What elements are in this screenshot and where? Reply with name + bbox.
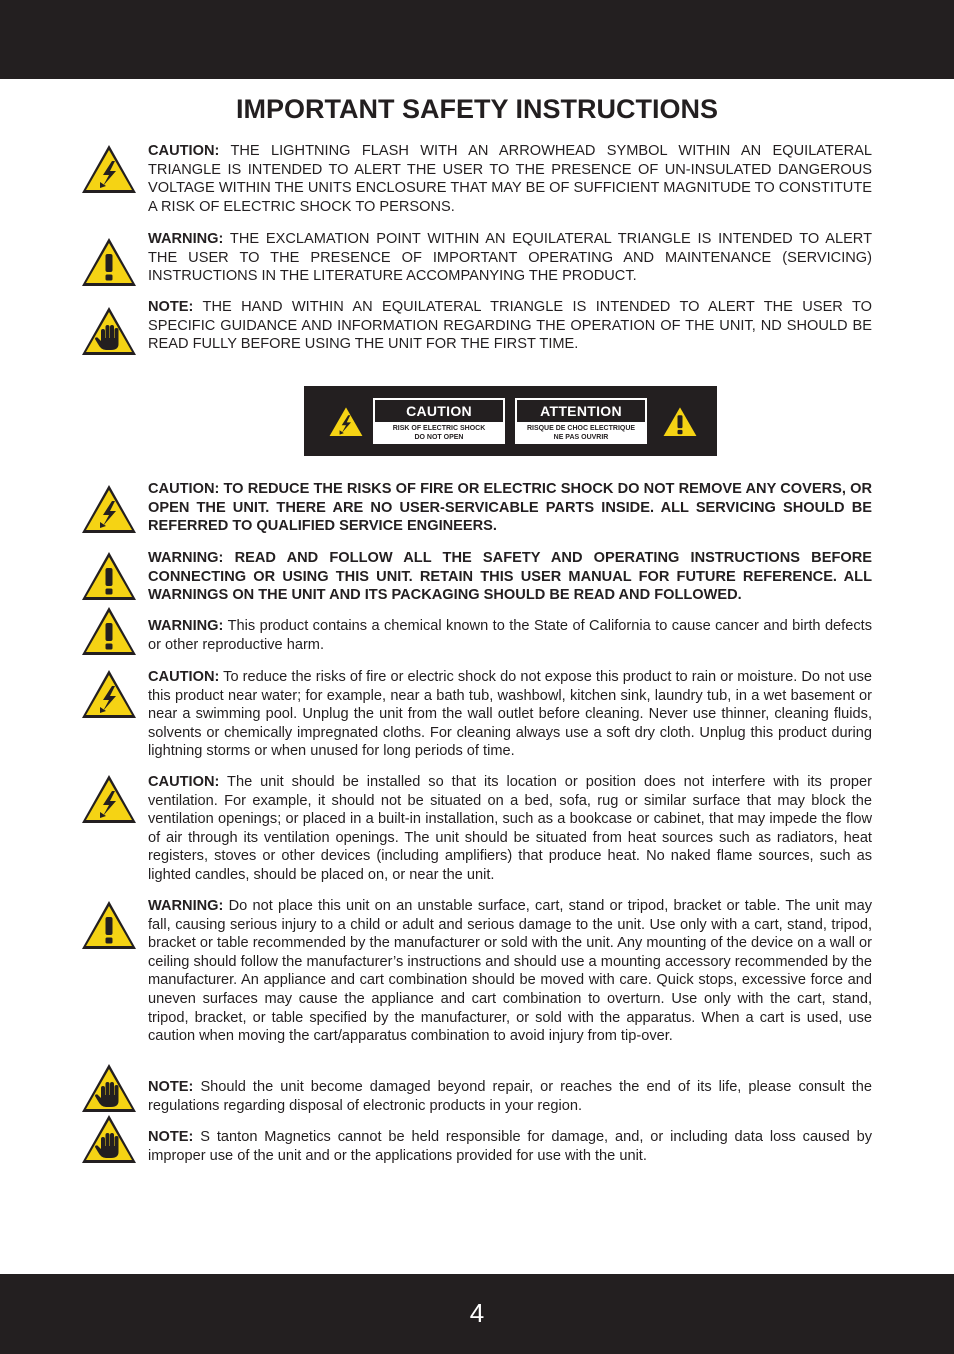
lightning-icon	[81, 484, 137, 534]
caution-label-heading: CAUTION	[375, 400, 503, 422]
paragraph-lead: CAUTION:	[148, 669, 220, 685]
lightning-icon	[81, 774, 137, 824]
note-disposal-paragraph	[148, 1078, 872, 1115]
hand-icon	[81, 1063, 137, 1113]
lightning-icon	[326, 402, 366, 440]
paragraph-lead: WARNING:	[148, 231, 224, 247]
caution-moisture-paragraph	[148, 668, 872, 761]
paragraph-body: The unit should be installed so that its location or position does not interfere with its proper ventilation. For example, it should not be situated on a bed, sofa, rug or similar surface that may block the ventilation openings; or placed in a built-in installation, such as a bookcase or cabinet, that may impede the flow of air through its ventilation openings. The unit should be situated from heat sources such as radiators, heat registers, stoves or other devices (including amplifiers) that produce heat. No naked flame sources, such as lighted candles, should be placed on, or near the unit.	[148, 774, 872, 883]
paragraph-body: Do not place this unit on an unstable surface, cart, stand or tripod, bracket or table. The unit may fall, causing serious injury to a child or adult and serious damage to the unit. Use only with a cart, stand, tripod, bracket or table recommended by the manufacturer or sold with the unit. Any mounting of the device on a wall or ceiling should follow the manufacturer’s instructions and should use a mounting accessory recommended by the manufacturer. An appliance and cart combination should be moved with care. Quick stops, excessive force and uneven surfaces may cause the appliance and cart combination to overturn. Use only with the cart, stand, tripod, bracket, or table specified by the manufacturer, or sold with the apparatus. When a cart is used, use caution when moving the cart/apparatus combination to avoid injury from tip-over.	[148, 898, 872, 1045]
paragraph-body: Should the unit become damaged beyond repair, or reaches the end of its life, please consult the regulations regarding disposal of electronic products in your region.	[148, 1079, 872, 1114]
page-number: 4	[469, 1298, 485, 1328]
hand-icon	[81, 1114, 137, 1164]
exclamation-icon	[81, 237, 137, 287]
paragraph-lead: WARNING:	[148, 898, 224, 914]
attention-label-heading: ATTENTION	[517, 400, 645, 422]
attention-label-box	[515, 398, 647, 444]
paragraph-lead: NOTE:	[148, 299, 194, 315]
warning-exclamation-symbol-paragraph	[148, 230, 872, 286]
paragraph-lead: CAUTION:	[148, 774, 220, 790]
warning-california-paragraph	[148, 617, 872, 654]
paragraph-body: THE HAND WITHIN AN EQUILATERAL TRIANGLE IS INTENDED TO ALERT THE USER TO SPECIFIC GUIDANCE AND INFORMATION REGARDING THE OPERATION OF THE UNIT, ND SHOULD BE READ FULLY BEFORE USING THE UNIT FOR THE FIRST TIME.	[148, 299, 872, 353]
page-title: IMPORTANT SAFETY INSTRUCTIONS	[235, 94, 718, 124]
caution-label-line: RISK OF ELECTRIC SHOCK	[392, 425, 486, 432]
paragraph-lead: NOTE:	[148, 1079, 194, 1095]
attention-label-line: NE PAS OUVRIR	[553, 434, 609, 441]
exclamation-icon	[81, 551, 137, 601]
caution-lightning-symbol-paragraph	[148, 142, 872, 216]
warning-read-instructions-paragraph	[148, 549, 872, 605]
lightning-icon	[81, 144, 137, 194]
hand-icon	[81, 306, 137, 356]
paragraph-body: THE LIGHTNING FLASH WITH AN ARROWHEAD SYMBOL WITHIN AN EQUILATERAL TRIANGLE IS INTENDED TO ALERT THE USER TO THE PRESENCE OF UN-INSULATED DANGEROUS VOLTAGE WITHIN THE UNITS ENCLOSURE THAT MAY BE OF SUFFICIENT MAGNITUDE TO CONSTITUTE A RISK OF ELECTRIC SHOCK TO PERSONS.	[148, 143, 872, 215]
paragraph-lead: WARNING:	[148, 618, 224, 634]
attention-label-text	[516, 424, 646, 442]
caution-label-text	[374, 424, 504, 442]
paragraph-body: WARNING: READ AND FOLLOW ALL THE SAFETY AND OPERATING INSTRUCTIONS BEFORE CONNECTING OR USING THIS UNIT. RETAIN THIS USER MANUAL FOR FUTURE REFERENCE. ALL WARNINGS ON THE UNIT AND ITS PACKAGING SHOULD BE READ AND FOLLOWED.	[148, 550, 872, 604]
warning-unstable-surface-paragraph	[148, 897, 872, 1046]
paragraph-lead: CAUTION:	[148, 143, 220, 159]
paragraph-body: CAUTION: TO REDUCE THE RISKS OF FIRE OR ELECTRIC SHOCK DO NOT REMOVE ANY COVERS, OR OPEN THE UNIT. THERE ARE NO USER-SERVICABLE PARTS INSIDE. ALL SERVICING SHOULD BE REFERRED TO QUALIFIED SERVICE ENGINEERS.	[148, 481, 872, 535]
caution-label-line: DO NOT OPEN	[414, 434, 464, 441]
caution-label-box	[373, 398, 505, 444]
caution-ventilation-paragraph	[148, 773, 872, 885]
lightning-icon	[81, 669, 137, 719]
paragraph-body: S tanton Magnetics cannot be held responsible for damage, and, or including data loss caused by improper use of the unit and or the applications provided for use with the unit.	[148, 1129, 872, 1164]
note-liability-paragraph	[148, 1128, 872, 1165]
exclamation-icon	[81, 606, 137, 656]
paragraph-body: This product contains a chemical known to the State of California to cause cancer and birth defects or other reproductive harm.	[148, 618, 872, 653]
caution-label-banner	[304, 386, 717, 456]
paragraph-body: THE EXCLAMATION POINT WITHIN AN EQUILATERAL TRIANGLE IS INTENDED TO ALERT THE USER TO THE PRESENCE OF IMPORTANT OPERATING AND MAINTENANCE (SERVICING) INSTRUCTIONS IN THE LITERATURE ACCOMPANYING THE PRODUCT.	[148, 231, 872, 285]
attention-label-line: RISQUE DE CHOC ELECTRIQUE	[526, 425, 636, 432]
header-bar	[0, 0, 954, 79]
exclamation-icon	[660, 402, 700, 440]
note-hand-symbol-paragraph	[148, 298, 872, 354]
caution-covers-paragraph	[148, 480, 872, 536]
paragraph-body: To reduce the risks of fire or electric shock do not expose this product to rain or moisture. Do not use this product near water; for example, near a bath tub, washbowl, kitchen sink, laundry tub, in a wet basement or near a swimming pool. Unplug the unit from the wall outlet before cleaning. Never use thinner, cleaning fluids, solvents or chemically impregnated cloths. For cleaning always use a soft dry cloth. Unplug this product during lightning storms or when unused for long periods of time.	[148, 669, 872, 760]
exclamation-icon	[81, 900, 137, 950]
paragraph-lead: NOTE:	[148, 1129, 194, 1145]
